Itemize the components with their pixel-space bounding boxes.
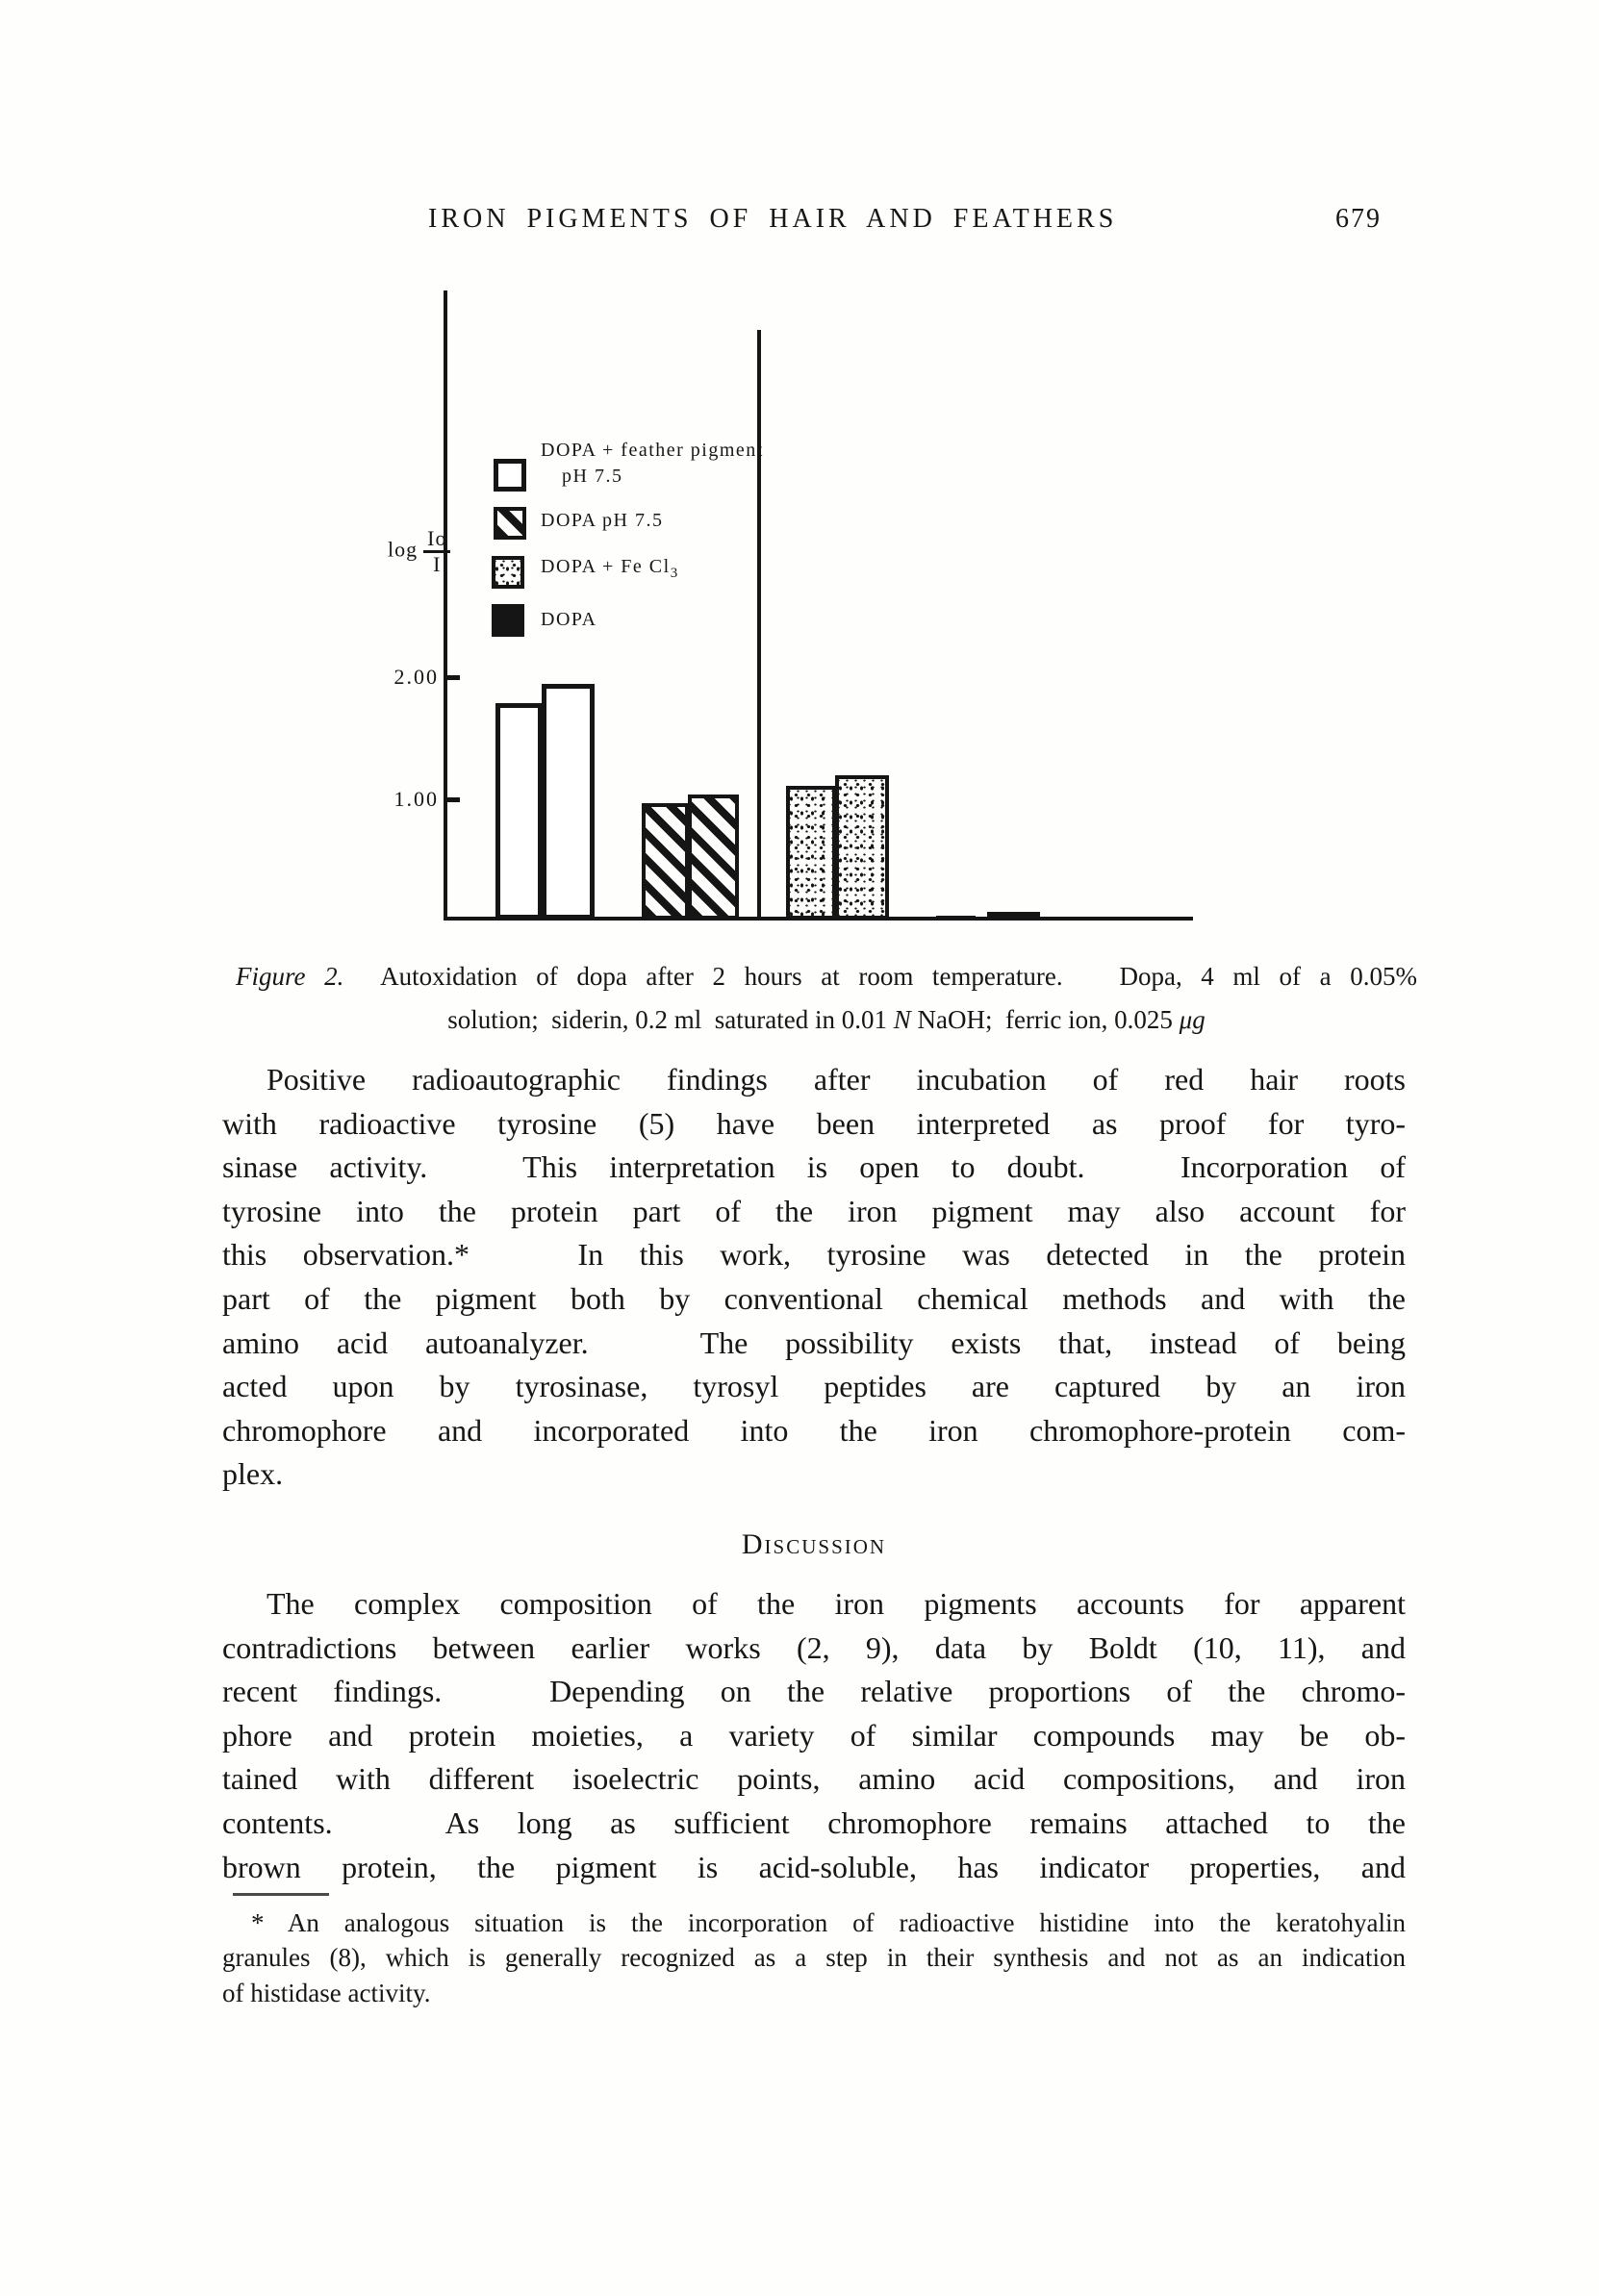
footnote-line: * An analogous situation is the incorporation of radioactive histidine into the keratohyalin — [251, 1908, 1406, 1937]
text-line: contradictions between earlier works (2, 9), data by Boldt (10, 11), and — [222, 1629, 1406, 1665]
bar-stippled-2 — [835, 775, 889, 920]
text-line: tyrosine into the protein part of the iron pigment may also account for — [222, 1193, 1406, 1228]
footnote-line: of histidase activity. — [222, 1978, 431, 2007]
y-tick-mark-1 — [444, 797, 460, 802]
divider-line — [757, 330, 761, 920]
legend-label-dopa-fecl3: DOPA + Fe $Cl_3$ — [541, 556, 679, 581]
bar-open-2 — [542, 684, 595, 920]
text-line: tained with different isoelectric points, amino acid compositions, and iron — [222, 1761, 1406, 1797]
caption-line-2: solution; siderin, 0.2 ml saturated in 0.01 N NaOH; ferric ion, 0.025 μg — [447, 1005, 1206, 1034]
running-head-title: IRON PIGMENTS OF HAIR AND FEATHERS — [428, 204, 1118, 234]
legend-label-dopa: DOPA — [541, 609, 597, 630]
text-line: this observation.* In this work, tyrosine was detected in the protein — [222, 1237, 1406, 1273]
figure-label: Figure 2. — [236, 962, 344, 991]
text-line: chromophore and incorporated into the iron chromophore-protein com- — [222, 1412, 1406, 1448]
text-line: recent findings. Depending on the relative proportions of the chromo- — [222, 1674, 1406, 1709]
discussion-heading: Discussion — [741, 1528, 887, 1560]
legend-label-dopa-ph: DOPA pH 7.5 — [541, 510, 664, 531]
legend-swatch-stippled — [492, 556, 524, 589]
y-axis-label-prefix: log — [388, 537, 419, 562]
footnote — [222, 1905, 1406, 2010]
text-line: amino acid autoanalyzer. The possibility exists that, instead of being — [222, 1325, 1406, 1360]
text-line: acted upon by tyrosinase, tyrosyl peptides are captured by an iron — [222, 1369, 1406, 1404]
legend-label-feather-pigment: DOPA + feather pigment — [541, 440, 764, 461]
text-line: Positive radioautographic findings after incubation of red hair roots — [266, 1062, 1406, 1097]
page-number: 679 — [1335, 204, 1382, 234]
bar-hatched-2 — [688, 795, 739, 920]
y-axis-label — [388, 528, 450, 575]
legend-label-feather-pigment-ph: pH 7.5 — [562, 466, 623, 487]
bar-open-1 — [495, 703, 543, 920]
y-axis-line — [444, 290, 447, 921]
legend-swatch-open — [494, 459, 526, 492]
fecl3-subscript: 3 — [670, 566, 679, 581]
text-line: The complex composition of the iron pigments accounts for apparent — [266, 1586, 1406, 1621]
body-paragraph-1 — [222, 1058, 1406, 1497]
text-line: part of the pigment both by conventional chemical methods and with the — [222, 1280, 1406, 1316]
bar-hatched-1 — [642, 803, 689, 920]
text-line: sinase activity. This interpretation is open to doubt. Incorporation of — [222, 1149, 1406, 1185]
caption-line-1: Figure 2. Autoxidation of dopa after 2 hours at room temperature. Dopa, 4 ml of a 0.05% — [236, 962, 1418, 991]
legend-swatch-solid — [492, 604, 524, 637]
footnote-rule — [233, 1893, 329, 1896]
bar-stippled-1 — [786, 786, 836, 920]
bar-solid-2 — [987, 912, 1040, 920]
footnote-line: granules (8), which is generally recognized as a step in their synthesis and not as an indication — [222, 1943, 1406, 1973]
text-line: brown protein, the pigment is acid-soluble, has indicator properties, and — [222, 1849, 1406, 1884]
bar-solid-1 — [936, 916, 976, 920]
y-tick-label-1: 1.00 — [393, 787, 439, 811]
y-tick-label-2: 2.00 — [393, 665, 439, 689]
text-line: with radioactive tyrosine (5) have been interpreted as proof for tyro- — [222, 1105, 1406, 1141]
body-paragraph-2 — [222, 1582, 1406, 1889]
text-line: phore and protein moieties, a variety of similar compounds may be ob- — [222, 1717, 1406, 1753]
y-tick-mark-2 — [444, 675, 460, 680]
text-line: plex. — [222, 1456, 284, 1492]
figure-caption — [236, 955, 1417, 1042]
text-line: contents. As long as sufficient chromophore remains attached to the — [222, 1804, 1406, 1840]
y-axis-label-fraction: $\frac{Io}{I}$ — [423, 528, 450, 575]
legend-swatch-hatched — [494, 507, 526, 540]
